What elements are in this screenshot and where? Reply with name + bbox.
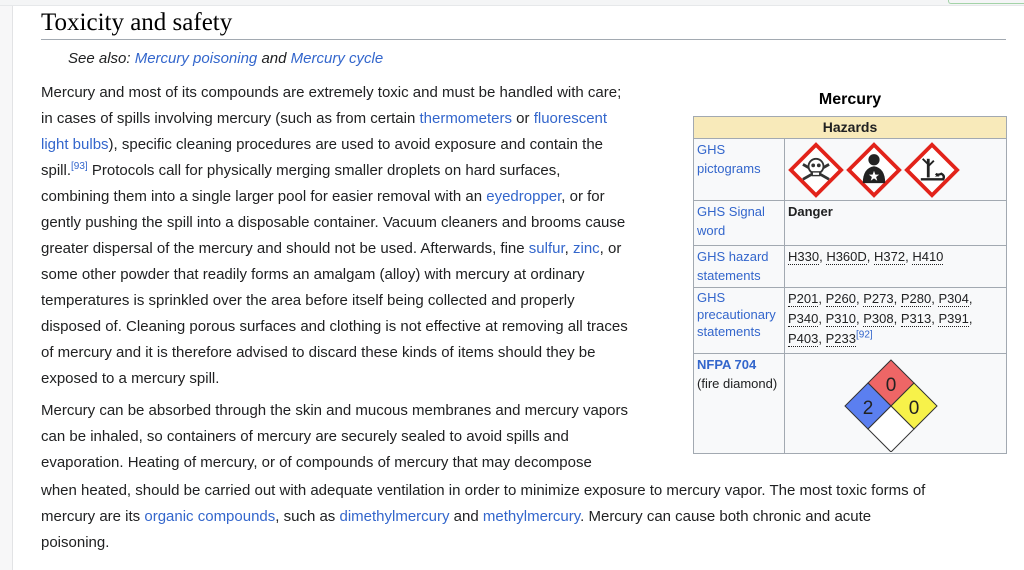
text-line [41, 184, 681, 210]
label-text: GHS hazard [697, 249, 769, 264]
label-ghs-signal-word[interactable] [694, 201, 785, 246]
precaution-code[interactable]: P403 [788, 331, 819, 346]
text-line: poisoning. [41, 534, 110, 551]
text-run: combining them into a single larger pool for easier removal with an [41, 188, 487, 205]
hatnote [68, 49, 383, 69]
precaution-code[interactable]: P340 [788, 311, 819, 326]
infobox-table [693, 116, 1007, 454]
text-run: , [564, 240, 573, 257]
label-text: precautionary [697, 307, 776, 322]
value-hazard-statements: H330, H360D, H372, H410 [785, 246, 1007, 288]
label-ghs-precautionary-statements[interactable] [694, 288, 785, 354]
text-line: can be inhaled, so containers of mercury are securely sealed to avoid spills and [41, 428, 569, 445]
left-sidebar-rail [0, 6, 13, 570]
text-run: spill. [41, 162, 72, 179]
hazard-code[interactable]: H372 [874, 249, 906, 264]
text-run: , or for [561, 188, 605, 205]
label-text: pictograms [697, 161, 761, 176]
text-line: gently pushing the spill into a disposable container. Vacuum cleaners and brooms cause [41, 214, 626, 231]
environment-hazard-icon[interactable] [904, 142, 960, 198]
link-organic-compounds[interactable]: organic compounds [144, 508, 276, 525]
label-text: GHS Signal [697, 204, 765, 219]
infobox-title: Mercury [818, 91, 882, 108]
hatnote-conj: and [257, 50, 291, 67]
text-line: exposed to a mercury spill. [41, 370, 220, 387]
browser-top-bar [0, 0, 1024, 6]
label-text: word [697, 223, 726, 238]
skull-crossbones-icon[interactable] [788, 142, 844, 198]
nfpa-instability-value: 0 [908, 398, 920, 419]
link-sulfur[interactable]: sulfur [528, 240, 565, 257]
label-text: GHS [697, 290, 726, 305]
link-dimethylmercury[interactable]: dimethylmercury [339, 508, 450, 525]
text-run: Protocols call for physically merging smaller droplets on hard surfaces, [87, 162, 561, 179]
text-run: in cases of spills involving mercury (such as from certain [41, 110, 420, 127]
link-mercury-cycle[interactable]: Mercury cycle [290, 50, 384, 67]
value-nfpa-704 [785, 354, 1007, 454]
text-run: ), specific cleaning procedures are used to avoid exposure and contain the [108, 136, 604, 153]
health-hazard-icon[interactable] [846, 142, 902, 198]
label-nfpa-704[interactable] [694, 354, 785, 454]
paragraph-absorption-cont [41, 478, 1021, 556]
precaution-code[interactable]: P313 [900, 311, 932, 326]
row-nfpa-704 [694, 354, 1007, 454]
browser-tab-edge [948, 0, 1024, 4]
link-thermometers[interactable]: thermometers [419, 110, 512, 127]
link-methylmercury[interactable]: methylmercury [482, 508, 581, 525]
label-text: statements [697, 268, 761, 283]
precaution-code[interactable]: P273 [863, 291, 894, 306]
link-fluorescent[interactable]: fluorescent [533, 110, 608, 127]
text-line: Mercury and most of its compounds are extremely toxic and must be handled with care; [41, 84, 622, 101]
link-zinc[interactable]: zinc [572, 240, 600, 257]
label-subtext: (fire diamond) [697, 376, 778, 391]
nfpa-flammability-value: 0 [885, 375, 897, 396]
value-ghs-pictograms [785, 139, 1007, 201]
precaution-code[interactable]: P260 [825, 291, 856, 306]
reference-92[interactable]: [92] [855, 329, 873, 341]
text-run: and [449, 508, 483, 525]
hazard-code[interactable]: H360D [826, 249, 867, 264]
row-ghs-pictograms [694, 139, 1007, 201]
precaution-code[interactable]: P280 [900, 291, 932, 306]
text-run: , such as [275, 508, 340, 525]
precaution-code[interactable]: P308 [863, 311, 894, 326]
text-line: Mercury can be absorbed through the skin and mucous membranes and mercury vapors [41, 402, 628, 419]
row-ghs-hazard-statements [694, 246, 1007, 288]
hazard-code[interactable]: H410 [912, 249, 944, 264]
paragraph-spills [41, 80, 681, 392]
text-run: mercury are its [41, 508, 145, 525]
text-line: of mercury and it is therefore advised to discard these kinds of items should they be [41, 344, 596, 361]
text-run: , or [599, 240, 622, 257]
precaution-code[interactable]: P233 [825, 331, 856, 346]
label-ghs-pictograms[interactable] [694, 139, 785, 201]
value-precautionary-statements: P201, P260, P273, P280, P304, P340, P310, P308, P313, P391, P403, P233[92] [785, 288, 1007, 354]
link-light-bulbs[interactable]: light bulbs [41, 136, 109, 153]
link-mercury-poisoning[interactable]: Mercury poisoning [134, 50, 258, 67]
label-text: statements [697, 324, 761, 339]
precaution-code[interactable]: P310 [825, 311, 856, 326]
text-run: . Mercury can cause both chronic and acute [580, 508, 872, 525]
text-line: when heated, should be carried out with adequate ventilation in order to minimize exposure to mercury vapor. The most toxic forms of [41, 482, 926, 499]
text-line [41, 106, 681, 132]
precaution-code[interactable]: P201 [788, 291, 819, 306]
text-line: disposed of. Cleaning porous surfaces and clothing is not effective at removing all traces [41, 318, 628, 335]
text-line: evaporation. Heating of mercury, or of compounds of mercury that may decompose [41, 454, 592, 471]
text-run: greater dispersal of the mercury and should not be used. Afterwards, fine [41, 240, 529, 257]
value-signal-word: Danger [785, 201, 1007, 246]
label-text: GHS [697, 142, 726, 157]
precaution-code[interactable]: P304 [938, 291, 969, 306]
text-line [41, 504, 1021, 530]
nfpa-fire-diamond-icon[interactable] [844, 358, 938, 452]
text-line [41, 132, 681, 158]
hatnote-prefix: See also: [68, 50, 135, 67]
paragraph-absorption [41, 398, 681, 476]
row-ghs-signal-word [694, 201, 1007, 246]
nfpa-health-value: 2 [862, 398, 874, 419]
text-line [41, 236, 681, 262]
section-heading: Toxicity and safety [41, 8, 1006, 40]
row-ghs-precautionary-statements [694, 288, 1007, 354]
text-line: temperatures is sprinkled over the area before itself being collected and properly [41, 292, 575, 309]
text-line: some other powder that readily forms an amalgam (alloy) with mercury at ordinary [41, 266, 585, 283]
precaution-code[interactable]: P391 [938, 311, 969, 326]
infobox-section-hazards: Hazards [694, 117, 1007, 139]
label-text: NFPA 704 [697, 357, 757, 372]
label-ghs-hazard-statements[interactable] [694, 246, 785, 288]
reference-93[interactable]: [93] [71, 161, 88, 172]
hazard-code[interactable]: H330 [788, 249, 820, 264]
text-run: or [512, 110, 534, 127]
text-line [41, 158, 681, 184]
link-eyedropper[interactable]: eyedropper [486, 188, 562, 205]
